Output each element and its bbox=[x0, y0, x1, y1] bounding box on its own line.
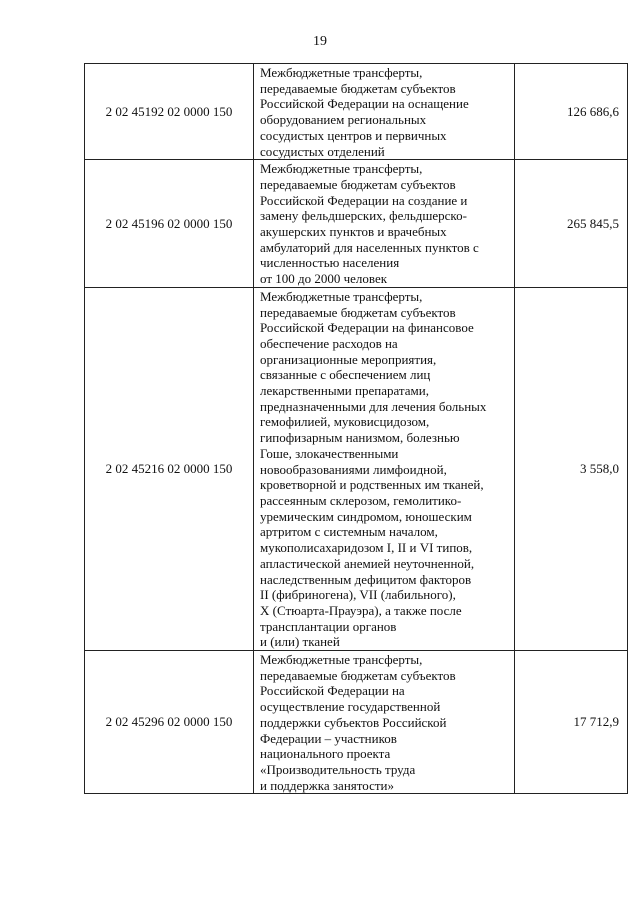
table-row bbox=[85, 64, 628, 160]
budget-table bbox=[84, 63, 628, 794]
description-cell: Межбюджетные трансферты, передаваемые бюджетам субъектов Российской Федерации на осуществление государственной поддержки субъектов Российской Федерации – участников национального проекта «Производительность труда и поддержка занятости» bbox=[254, 651, 515, 794]
amount-cell: 126 686,6 bbox=[515, 64, 628, 160]
table-row bbox=[85, 651, 628, 794]
description-cell: Межбюджетные трансферты, передаваемые бюджетам субъектов Российской Федерации на финансовое обеспечение расходов на организационные мероприятия, связанные с обеспечением лиц лекарственными препаратами, предназначенными для лечения больных гемофилией, муковисцидозом, гипофизарным нанизмом, болезнью Гоше, злокачественными новообразованиями лимфоидной, кроветворной и родственных им тканей, рассеянным склерозом, гемолитико- уремическим синдромом, юношеским артритом с системным началом, мукополисахаридозом I, II и VI типов, апластической анемией неуточненной, наследственным дефицитом факторов II (фибриногена), VII (лабильного), X (Стюарта-Прауэра), а также после трансплантации органов и (или) тканей bbox=[254, 287, 515, 650]
page-number: 19 bbox=[313, 34, 327, 49]
budget-code-cell: 2 02 45192 02 0000 150 bbox=[85, 64, 254, 160]
description-cell: Межбюджетные трансферты, передаваемые бюджетам субъектов Российской Федерации на создание и замену фельдшерских, фельдшерско- акушерских пунктов и врачебных амбулаторий для населенных пунктов с численностью населения от 100 до 2000 человек bbox=[254, 160, 515, 288]
table-row bbox=[85, 287, 628, 650]
amount-cell: 17 712,9 bbox=[515, 651, 628, 794]
amount-cell: 265 845,5 bbox=[515, 160, 628, 288]
budget-code-cell: 2 02 45196 02 0000 150 bbox=[85, 160, 254, 288]
amount-cell: 3 558,0 bbox=[515, 287, 628, 650]
table-row bbox=[85, 160, 628, 288]
budget-code-cell: 2 02 45296 02 0000 150 bbox=[85, 651, 254, 794]
budget-code-cell: 2 02 45216 02 0000 150 bbox=[85, 287, 254, 650]
description-cell: Межбюджетные трансферты, передаваемые бюджетам субъектов Российской Федерации на оснащение оборудованием региональных сосудистых центров и первичных сосудистых отделений bbox=[254, 64, 515, 160]
